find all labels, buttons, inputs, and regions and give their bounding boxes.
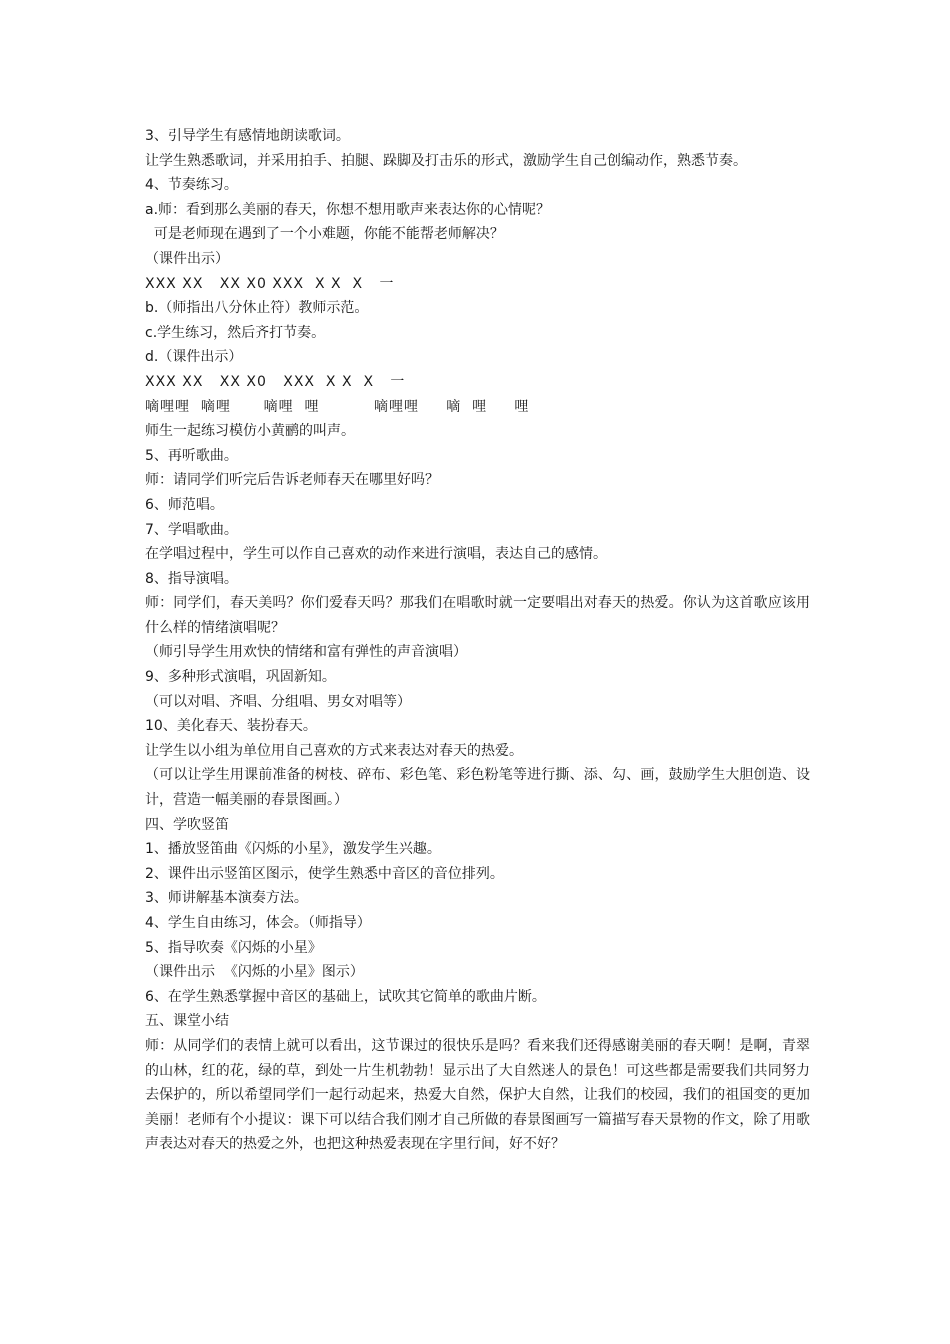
section-heading-5: 五、课堂小结 (145, 1013, 229, 1030)
paragraph-flute-1: 1、播放竖笛曲《闪烁的小星》，激发学生兴趣。 (145, 841, 441, 858)
paragraph-step-6: 6、师范唱。 (145, 496, 224, 513)
rhythm-syllables: 嘀哩哩 嘀哩 嘀哩 哩 嘀哩哩 嘀 哩 哩 (145, 398, 530, 415)
paragraph-step-8-detail: 师：同学们，春天美吗？你们爱春天吗？那我们在唱歌时就一定要唱出对春天的热爱。你认为这首歌应该用什么样的情绪演唱呢？ (145, 595, 810, 636)
paragraph-step-10-note: （可以让学生用课前准备的树枝、碎布、彩色笔、彩色粉笔等进行撕、添、勾、画，鼓励学生大胆创造、设计，营造一幅美丽的春景图画。） (145, 767, 810, 809)
paragraph-flute-5: 5、指导吹奏《闪烁的小星》 (145, 939, 322, 956)
paragraph-imitate: 师生一起练习模仿小黄鹂的叫声。 (145, 423, 355, 440)
paragraph-4b: b.（师指出八分休止符）教师示范。 (145, 300, 369, 317)
paragraph-step-7: 7、学唱歌曲。 (145, 521, 238, 538)
rhythm-pattern-2: XXX XX XX X0 XXX X X X 一 (145, 373, 406, 390)
paragraph-step-8-note: （师引导学生用欢快的情绪和富有弹性的声音演唱） (145, 644, 467, 661)
paragraph-step-9-note: （可以对唱、齐唱、分组唱、男女对唱等） (145, 693, 411, 710)
paragraph-step-3: 3、引导学生有感情地朗读歌词。 (145, 128, 350, 144)
paragraph-step-7-detail: 在学唱过程中，学生可以作自己喜欢的动作来进行演唱，表达自己的感情。 (145, 546, 607, 563)
paragraph-flute-3: 3、师讲解基本演奏方法。 (145, 890, 308, 907)
paragraph-4c: c.学生练习，然后齐打节奏。 (145, 324, 326, 341)
paragraph-step-8: 8、指导演唱。 (145, 570, 238, 587)
paragraph-step-3-detail: 让学生熟悉歌词，并采用拍手、拍腿、跺脚及打击乐的形式，激励学生自己创编动作，熟悉节奏。 (145, 152, 747, 169)
paragraph-step-9: 9、多种形式演唱，巩固新知。 (145, 669, 336, 686)
paragraph-step-5-detail: 师：请同学们听完后告诉老师春天在哪里好吗？ (145, 472, 439, 489)
rhythm-pattern-1: XXX XX XX X0 XXX X X X 一 (145, 275, 395, 292)
paragraph-flute-4: 4、学生自由练习，体会。（师指导） (145, 915, 371, 931)
document-page (145, 124, 810, 1157)
paragraph-step-10: 10、美化春天、装扮春天。 (145, 718, 317, 735)
paragraph-4d: d.（课件出示） (145, 349, 243, 366)
paragraph-flute-5-note: （课件出示 《闪烁的小星》图示） (145, 964, 364, 981)
paragraph-step-5: 5、再听歌曲。 (145, 447, 238, 464)
paragraph-courseware-1: （课件出示） (145, 250, 229, 267)
paragraph-flute-6: 6、在学生熟悉掌握中音区的基础上，试吹其它简单的歌曲片断。 (145, 988, 546, 1005)
paragraph-4a: a.师：看到那么美丽的春天，你想不想用歌声来表达你的心情呢？ (145, 201, 551, 218)
paragraph-4a-cont: 可是老师现在遇到了一个小难题，你能不能帮老师解决？ (145, 226, 504, 243)
section-heading-4: 四、学吹竖笛 (145, 816, 229, 833)
paragraph-step-4: 4、节奏练习。 (145, 177, 238, 194)
paragraph-summary: 师：从同学们的表情上就可以看出，这节课过的很快乐是吗？看来我们还得感谢美丽的春天啊！是啊，青翠的山林，红的花，绿的草，到处一片生机勃勃！显示出了大自然迷人的景色！可这些都是需要我们共同努力去保护的，所以希望同学们一起行动起来，热爱大自然，保护大自然，让我们的校园，我们的祖国变的更加美丽！老师有个小提议：课下可以结合我们刚才自己所做的春景图画写一篇描写春天景物的作文，除了用歌声表达对春天的热爱之外，也把这种热爱表现在字里行间，好不好？ (145, 1037, 810, 1153)
paragraph-flute-2: 2、课件出示竖笛区图示，使学生熟悉中音区的音位排列。 (145, 865, 504, 882)
paragraph-step-10-detail: 让学生以小组为单位用自己喜欢的方式来表达对春天的热爱。 (145, 742, 523, 759)
